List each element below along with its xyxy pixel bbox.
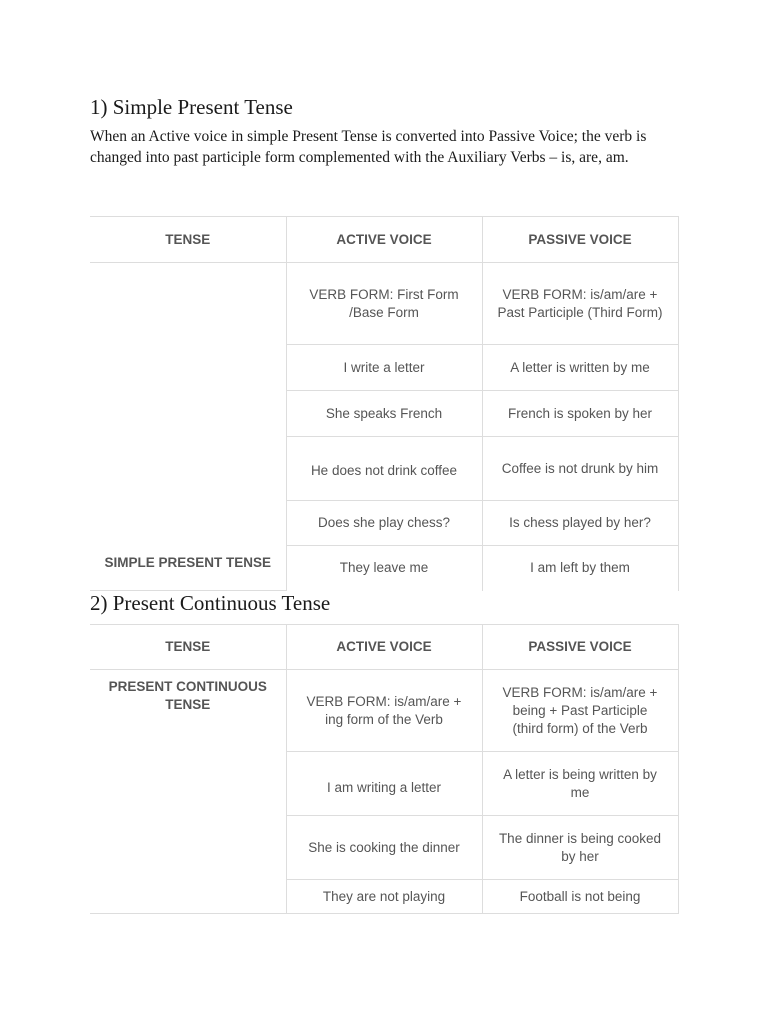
passive-cell: The dinner is being cooked by her [482,816,678,880]
active-cell: VERB FORM: is/am/are + ing form of the Verb [286,670,482,752]
header-passive-voice: PASSIVE VOICE [482,625,678,670]
passive-cell: VERB FORM: is/am/are + being + Past Participle (third form) of the Verb [482,670,678,752]
header-passive-voice: PASSIVE VOICE [482,217,678,263]
section1-heading: 1) Simple Present Tense [90,95,293,119]
table-row [90,263,678,345]
passive-cell: A letter is being written by me [482,752,678,816]
active-cell: She is cooking the dinner [286,816,482,880]
simple-present-table [90,216,679,591]
header-tense: TENSE [90,217,286,263]
active-cell: Does she play chess? [286,501,482,546]
passive-cell: Coffee is not drunk by him [482,437,678,501]
header-active-voice: ACTIVE VOICE [286,625,482,670]
passive-cell: Is chess played by her? [482,501,678,546]
active-cell: They leave me [286,546,482,591]
header-tense: TENSE [90,625,286,670]
tense-label: PRESENT CONTINUOUS TENSE [90,670,286,914]
active-cell: They are not playing [286,880,482,914]
section2-heading: 2) Present Continuous Tense [90,591,331,615]
active-cell: I am writing a letter [286,752,482,816]
table-header-row [90,217,678,263]
table-header-row [90,625,678,670]
table-row [90,670,678,752]
section1-intro: When an Active voice in simple Present Tense is converted into Passive Voice; the verb is changed into past participle form complemented with the Auxiliary Verbs – is, are, am. [90,128,647,166]
passive-cell: VERB FORM: is/am/are + Past Participle (Third Form) [482,263,678,345]
passive-cell: A letter is written by me [482,345,678,391]
tense-label: SIMPLE PRESENT TENSE [90,263,286,591]
active-cell: He does not drink coffee [286,437,482,501]
passive-cell: French is spoken by her [482,391,678,437]
active-cell: VERB FORM: First Form /Base Form [286,263,482,345]
passive-cell: I am left by them [482,546,678,591]
active-cell: I write a letter [286,345,482,391]
passive-cell: Football is not being [482,880,678,914]
active-cell: She speaks French [286,391,482,437]
header-active-voice: ACTIVE VOICE [286,217,482,263]
present-continuous-table [90,624,679,914]
